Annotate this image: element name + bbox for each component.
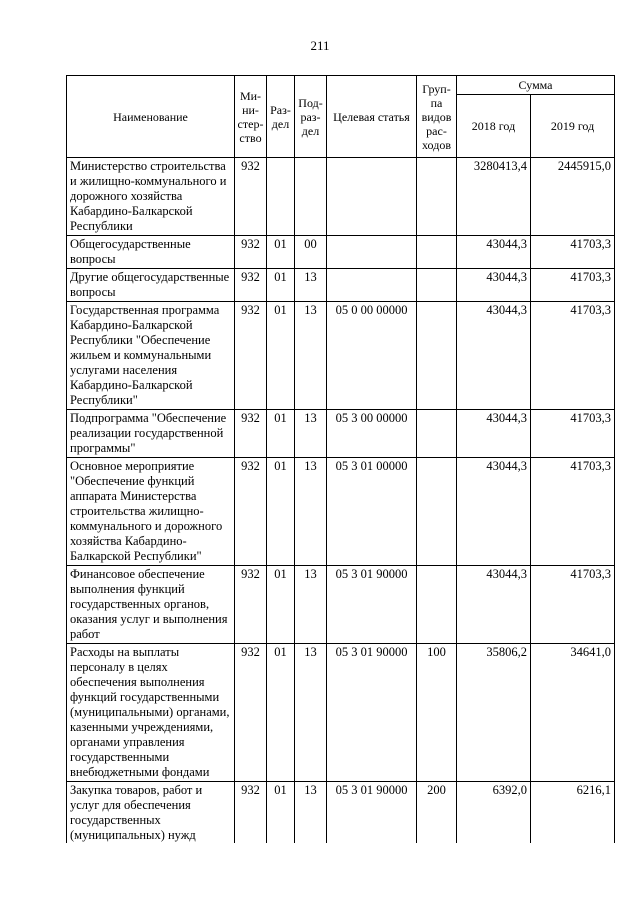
row-name: Другие общегосударственные вопросы xyxy=(67,269,235,302)
row-section: 01 xyxy=(267,566,295,644)
header-ministry: Ми-ни-стер-ство xyxy=(235,76,267,158)
row-name: Закупка товаров, работ и услуг для обеспечения государственных (муниципальных) нужд xyxy=(67,782,235,845)
row-group xyxy=(417,158,457,236)
row-target: 05 3 01 00000 xyxy=(327,458,417,566)
row-subsection: 13 xyxy=(295,566,327,644)
table-row xyxy=(67,236,615,269)
row-ministry: 932 xyxy=(235,158,267,236)
header-sum: Сумма xyxy=(457,76,615,95)
row-name: Государственная программа Кабардино-Балкарской Республики "Обеспечение жильем и коммунальными услугами населения Кабардино-Балкарской Республики" xyxy=(67,302,235,410)
row-group xyxy=(417,410,457,458)
row-sum-2019: 41703,3 xyxy=(531,410,615,458)
budget-table xyxy=(66,75,615,845)
row-target: 05 3 01 90000 xyxy=(327,644,417,782)
row-ministry: 932 xyxy=(235,782,267,845)
row-section: 01 xyxy=(267,782,295,845)
table-row xyxy=(67,566,615,644)
row-name: Министерство строительства и жилищно-коммунального и дорожного хозяйства Кабардино-Балкарской Республики xyxy=(67,158,235,236)
row-sum-2019: 41703,3 xyxy=(531,236,615,269)
row-sum-2019: 41703,3 xyxy=(531,458,615,566)
row-sum-2018: 6392,0 xyxy=(457,782,531,845)
row-target: 05 3 01 90000 xyxy=(327,566,417,644)
row-name: Подпрограмма "Обеспечение реализации государственной программы" xyxy=(67,410,235,458)
row-name: Расходы на выплаты персоналу в целях обеспечения выполнения функций государственными (муниципальными) органами, казенными учреждениями, органами управления государственными внебюджетными фондами xyxy=(67,644,235,782)
row-sum-2019: 41703,3 xyxy=(531,269,615,302)
row-section: 01 xyxy=(267,458,295,566)
header-row-1 xyxy=(67,76,615,95)
header-subsection: Под-раз-дел xyxy=(295,76,327,158)
row-name: Основное мероприятие "Обеспечение функций аппарата Министерства строительства жилищно-коммунального и дорожного хозяйства Кабардино-Балкарской Республики" xyxy=(67,458,235,566)
row-ministry: 932 xyxy=(235,458,267,566)
table-row xyxy=(67,644,615,782)
row-target: 05 3 01 90000 xyxy=(327,782,417,845)
row-section: 01 xyxy=(267,302,295,410)
row-ministry: 932 xyxy=(235,566,267,644)
row-sum-2018: 43044,3 xyxy=(457,302,531,410)
row-target xyxy=(327,236,417,269)
table-row xyxy=(67,458,615,566)
row-sum-2018: 43044,3 xyxy=(457,458,531,566)
table-row xyxy=(67,269,615,302)
row-subsection: 13 xyxy=(295,458,327,566)
row-section: 01 xyxy=(267,269,295,302)
header-target: Целевая статья xyxy=(327,76,417,158)
row-name: Общегосударственные вопросы xyxy=(67,236,235,269)
table-row xyxy=(67,782,615,845)
row-subsection: 13 xyxy=(295,302,327,410)
row-section xyxy=(267,158,295,236)
row-subsection: 13 xyxy=(295,269,327,302)
row-sum-2018: 43044,3 xyxy=(457,410,531,458)
row-section: 01 xyxy=(267,644,295,782)
row-ministry: 932 xyxy=(235,236,267,269)
row-group xyxy=(417,458,457,566)
row-sum-2018: 43044,3 xyxy=(457,236,531,269)
row-group xyxy=(417,566,457,644)
row-subsection: 13 xyxy=(295,644,327,782)
row-subsection: 00 xyxy=(295,236,327,269)
row-section: 01 xyxy=(267,236,295,269)
row-name: Финансовое обеспечение выполнения функций государственных органов, оказания услуг и выполнения работ xyxy=(67,566,235,644)
row-sum-2019: 41703,3 xyxy=(531,302,615,410)
row-ministry: 932 xyxy=(235,644,267,782)
row-ministry: 932 xyxy=(235,302,267,410)
row-sum-2018: 43044,3 xyxy=(457,566,531,644)
row-sum-2019: 41703,3 xyxy=(531,566,615,644)
row-target xyxy=(327,269,417,302)
row-subsection xyxy=(295,158,327,236)
page-number: 211 xyxy=(310,38,330,53)
row-sum-2019: 2445915,0 xyxy=(531,158,615,236)
row-target xyxy=(327,158,417,236)
row-sum-2018: 43044,3 xyxy=(457,269,531,302)
row-group xyxy=(417,269,457,302)
header-name: Наименование xyxy=(67,76,235,158)
table-body xyxy=(67,158,615,845)
row-section: 01 xyxy=(267,410,295,458)
row-target: 05 0 00 00000 xyxy=(327,302,417,410)
row-group: 100 xyxy=(417,644,457,782)
row-sum-2019: 34641,0 xyxy=(531,644,615,782)
row-group xyxy=(417,302,457,410)
header-2019: 2019 год xyxy=(531,95,615,158)
row-subsection: 13 xyxy=(295,782,327,845)
header-2018: 2018 год xyxy=(457,95,531,158)
header-section: Раз-дел xyxy=(267,76,295,158)
page-bottom-margin xyxy=(0,843,640,905)
table-row xyxy=(67,158,615,236)
row-group: 200 xyxy=(417,782,457,845)
table-row xyxy=(67,302,615,410)
row-sum-2018: 35806,2 xyxy=(457,644,531,782)
row-sum-2019: 6216,1 xyxy=(531,782,615,845)
row-target: 05 3 00 00000 xyxy=(327,410,417,458)
table-row xyxy=(67,410,615,458)
header-group: Груп-па видов рас-ходов xyxy=(417,76,457,158)
row-ministry: 932 xyxy=(235,269,267,302)
row-ministry: 932 xyxy=(235,410,267,458)
row-sum-2018: 3280413,4 xyxy=(457,158,531,236)
row-subsection: 13 xyxy=(295,410,327,458)
row-group xyxy=(417,236,457,269)
